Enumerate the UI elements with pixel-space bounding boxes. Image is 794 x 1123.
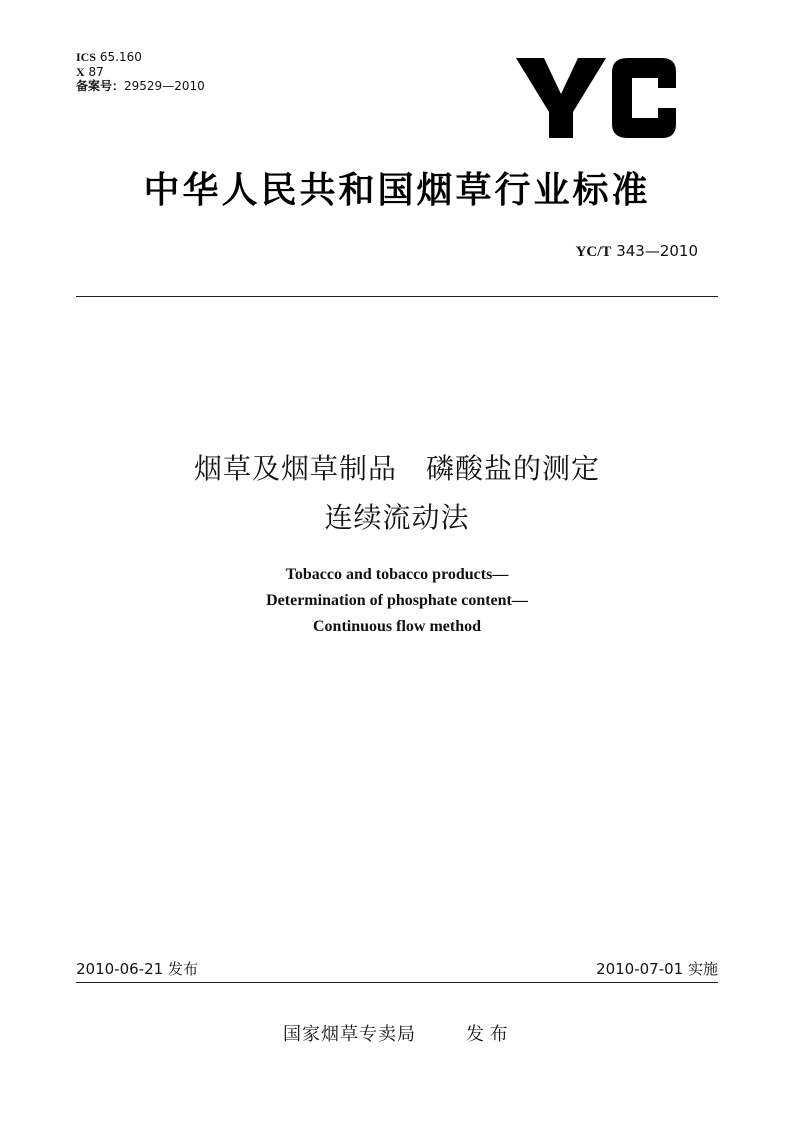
issuing-authority: 国家烟草专卖局 (283, 1024, 416, 1045)
document-metadata (76, 50, 205, 94)
standard-number-prefix: YC/T (575, 244, 612, 260)
issue-date: 2010-06-21 发布 (76, 960, 198, 978)
chinese-title-line-2: 连续流动法 (324, 501, 470, 534)
english-title-line-3: Continuous flow method (312, 618, 482, 635)
standard-number-value: 343—2010 (616, 242, 698, 260)
yc-logo-graphic (516, 56, 678, 146)
standard-category-title: 中华人民共和国烟草行业标准 (143, 170, 651, 211)
standard-number (576, 242, 698, 261)
classification-label: X (76, 64, 85, 79)
classification-value: 87 (88, 64, 104, 79)
footer-divider (76, 982, 718, 983)
classification-line (76, 65, 205, 80)
record-number-value: 29529—2010 (124, 79, 205, 93)
ics-label: ICS (76, 50, 97, 64)
record-number-line (76, 79, 205, 94)
header-divider (76, 296, 718, 297)
ics-line (76, 50, 205, 65)
chinese-title-line-1: 烟草及烟草制品 磷酸盐的测定 (193, 452, 600, 485)
yc-logo (516, 56, 678, 146)
implementation-date: 2010-07-01 实施 (596, 960, 718, 978)
issuing-action: 发 布 (466, 1024, 508, 1045)
english-title-line-1: Tobacco and tobacco products— (285, 566, 509, 583)
record-number-label: 备案号： (76, 79, 125, 93)
english-title-line-2: Determination of phosphate content— (266, 592, 528, 609)
ics-value: 65.160 (99, 50, 142, 64)
